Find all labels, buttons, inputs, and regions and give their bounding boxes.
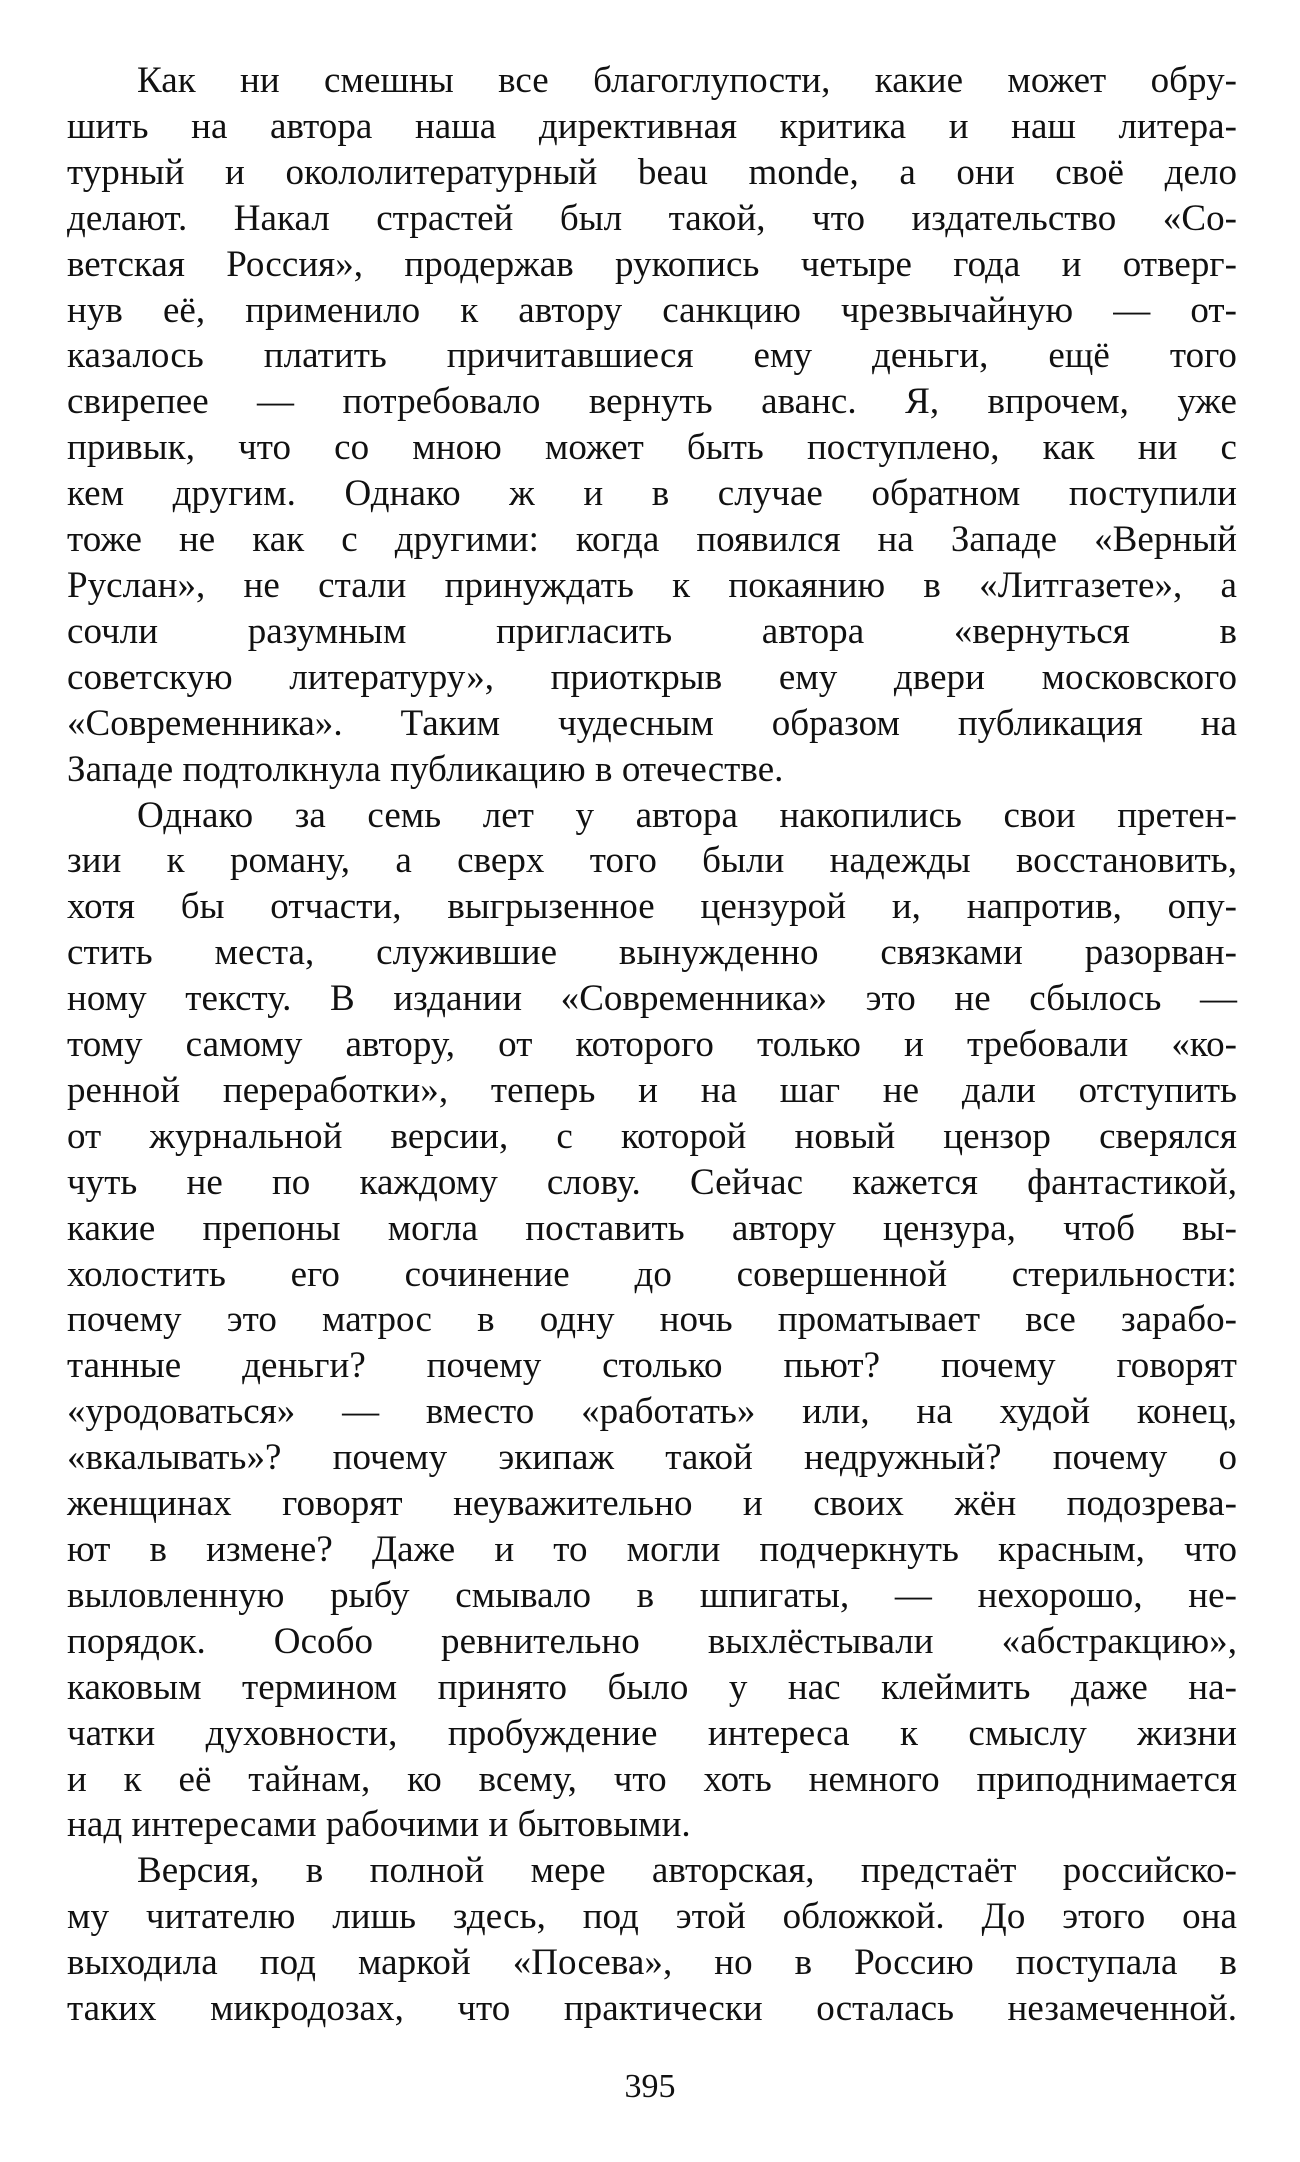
text-line: тому самому автору, от которого только и требовали «ко- bbox=[67, 1024, 1237, 1066]
text-line: казалось платить причитавшиеся ему деньги, ещё того bbox=[67, 335, 1237, 377]
text-line: «Современника». Таким чудесным образом публикация на bbox=[67, 702, 1237, 744]
text-line: шить на автора наша директивная критика и наш литера- bbox=[67, 105, 1237, 147]
text-line: зии к роману, а сверх того были надежды восстановить, bbox=[67, 840, 1237, 882]
text-line: от журнальной версии, с которой новый цензор сверялся bbox=[67, 1115, 1237, 1157]
text-line: ют в измене? Даже и то могли подчеркнуть красным, что bbox=[67, 1529, 1237, 1570]
text-line: стить места, служившие вынужденно связками разорван- bbox=[67, 932, 1237, 974]
text-line: какие препоны могла поставить автору цензура, чтоб вы- bbox=[67, 1207, 1237, 1249]
text-line: над интересами рабочими и бытовыми. bbox=[67, 1804, 691, 1846]
text-line: нув её, применило к автору санкцию чрезвычайную — от- bbox=[67, 289, 1237, 331]
text-line: выходила под маркой «Посева», но в Россию поступала в bbox=[67, 1942, 1237, 1984]
text-line: Как ни смешны все благоглупости, какие может обру- bbox=[137, 60, 1237, 101]
paragraph-2 bbox=[67, 793, 1237, 1849]
text-line: и к её тайнам, ко всему, что хоть немного приподнимается bbox=[67, 1758, 1237, 1800]
text-line: ренной переработки», теперь и на шаг не дали отступить bbox=[67, 1069, 1237, 1111]
text-line: тоже не как с другими: когда появился на Западе «Верный bbox=[67, 519, 1237, 561]
text-line: Западе подтолкнула публикацию в отечестве. bbox=[67, 748, 784, 790]
text-line: кем другим. Однако ж и в случае обратном поступили bbox=[67, 473, 1237, 515]
text-line: свирепее — потребовало вернуть аванс. Я, впрочем, уже bbox=[67, 381, 1237, 423]
text-line: хотя бы отчасти, выгрызенное цензурой и, напротив, опу- bbox=[67, 886, 1237, 928]
text-line: привык, что со мною может быть поступлено, как ни с bbox=[67, 427, 1237, 469]
text-line: Версия, в полной мере авторская, предстаёт российско- bbox=[137, 1850, 1237, 1892]
text-line: советскую литературу», приоткрыв ему двери московского bbox=[67, 656, 1237, 698]
text-line: порядок. Особо ревнительно выхлёстывали «абстракцию», bbox=[67, 1620, 1237, 1662]
text-line: каковым термином принято было у нас клеймить даже на- bbox=[67, 1666, 1237, 1708]
text-line: «вкалывать»? почему экипаж такой недружный? почему о bbox=[67, 1437, 1237, 1479]
page-number: 395 bbox=[624, 2068, 676, 2105]
text-line: сочли разумным пригласить автора «вернуться в bbox=[67, 610, 1237, 652]
text-line: ному тексту. В издании «Современника» это не сбылось — bbox=[67, 978, 1237, 1020]
text-line: танные деньги? почему столько пьют? почему говорят bbox=[67, 1345, 1237, 1387]
text-line: таких микродозах, что практически осталась незамеченной. bbox=[67, 1988, 1237, 2030]
text-line: выловленную рыбу смывало в шпигаты, — нехорошо, не- bbox=[67, 1574, 1237, 1616]
text-line: Руслан», не стали принуждать к покаянию в «Литгазете», а bbox=[67, 564, 1237, 606]
text-line: Однако за семь лет у автора накопились свои претен- bbox=[137, 794, 1237, 836]
text-line: турный и окололитературный beau monde, а они своё дело bbox=[67, 151, 1237, 193]
text-line: чатки духовности, пробуждение интереса к смыслу жизни bbox=[67, 1712, 1237, 1754]
text-line: ветская Россия», продержав рукопись четыре года и отверг- bbox=[67, 243, 1237, 285]
text-line: му читателю лишь здесь, под этой обложкой. До этого она bbox=[67, 1896, 1237, 1938]
text-line: женщинах говорят неуважительно и своих жён подозрева- bbox=[67, 1483, 1237, 1525]
page-text bbox=[67, 58, 1237, 2032]
text-line: почему это матрос в одну ночь проматывает все зарабо- bbox=[67, 1299, 1237, 1341]
text-line: чуть не по каждому слову. Сейчас кажется фантастикой, bbox=[67, 1161, 1237, 1203]
text-line: «уродоваться» — вместо «работать» или, на худой конец, bbox=[67, 1391, 1237, 1433]
paragraph-1 bbox=[67, 58, 1237, 793]
paragraph-3 bbox=[67, 1848, 1237, 2032]
text-line: делают. Накал страстей был такой, что издательство «Со- bbox=[67, 197, 1237, 239]
text-line: холостить его сочинение до совершенной стерильности: bbox=[67, 1253, 1237, 1295]
